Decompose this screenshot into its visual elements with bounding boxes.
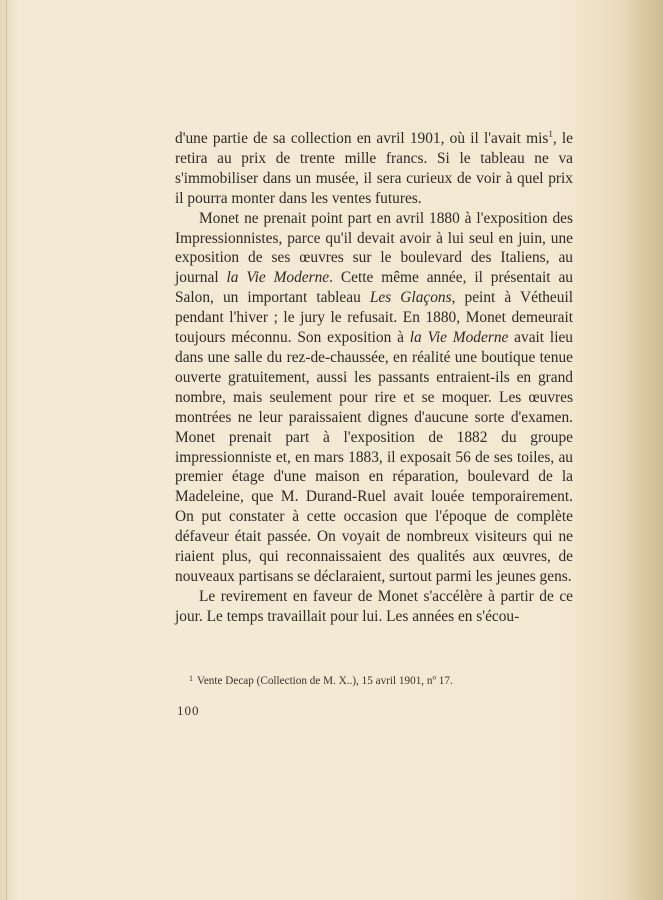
footnote-mark: 1 [189,674,193,683]
paragraph-2 [175,209,573,587]
body-text [175,129,573,627]
page-number: 100 [177,703,200,718]
title-la-vie-moderne-2: la Vie Moderne [409,329,509,347]
paragraph-2-part-a: Monet ne prenait point part en avril 1880 à l'exposition des Impressionnistes, parce qu'il devait avoir à lui seul en juin, une exposition de ses œuvres sur le boulevard des Italiens, au journal [175,209,573,287]
footnote-reference: 1 [548,129,553,139]
title-les-glacons: Les Glaçons [369,289,452,307]
paragraph-2-part-b: . Cette même année, il présentait au Salon, un important tableau [175,269,573,307]
paragraph-2-part-c: , peint à Vétheuil pendant l'hiver ; le jury le refusait. En 1880, Monet demeurait toujours méconnu. Son exposition à [175,289,573,347]
page-gutter [6,0,7,900]
footnote-text: Vente Decap (Collection de M. X..), 15 avril 1901, nº 17. [197,675,453,687]
paragraph-1-part-a: d'une partie de sa collection en avril 1901, où il l'avait mis [175,130,549,147]
paragraph-1-part-b: , le retira au prix de trente mille francs. Si le tableau ne va s'immobiliser dans un musée, il sera curieux de voir à quel prix il pourra monter dans les ventes futures. [175,130,573,207]
paragraph-3: Le revirement en faveur de Monet s'accélère à partir de ce jour. Le temps travaillait pour lui. Les années en s'écou- [175,587,573,625]
title-la-vie-moderne: la Vie Moderne [226,269,330,287]
footnote [189,674,569,687]
paragraph-2-part-d: avait lieu dans une salle du rez-de-chaussée, en réalité une boutique tenue ouverte gratuitement, aussi les passants entraient-ils en grand nombre, mais seulement pour rire et se moquer. Les œuvres montrées ne leur paraissaient dignes d'aucune sorte d'examen. Monet prenait part à l'exposition de 1882 du groupe impressionniste et, en mars 1883, il exposait 56 de ses toiles, au premier étage d'une maison en réparation, boulevard de la Madeleine, que M. Durand-Ruel avait louée temporairement. On put constater à cette occasion que l'époque de complète défaveur était passée. On voyait de nombreux visiteurs qui ne riaient plus, qui reconnaissaient des qualités aux œuvres, de nouveaux partisans se déclaraient, surtout parmi les jeunes gens. [175,329,573,585]
paragraph-1 [175,129,573,209]
